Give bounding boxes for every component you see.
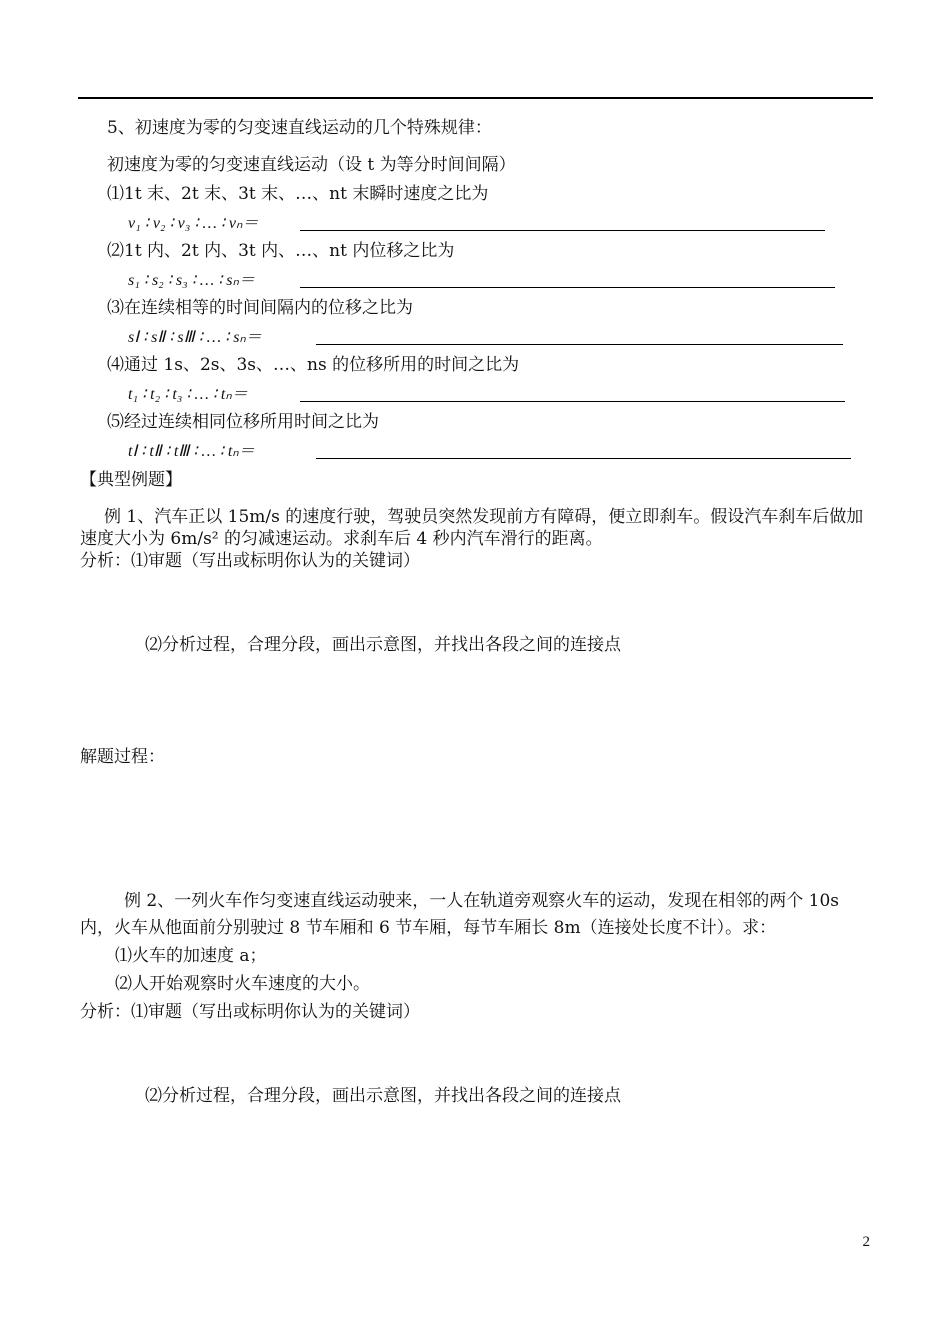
section-intro: 初速度为零的匀变速直线运动（设 t 为等分时间间隔） [107,155,516,175]
example-1-solution-label: 解题过程： [80,747,165,767]
page-number: 2 [862,1234,870,1250]
header-rule [78,97,873,99]
example-1-analysis-2: ⑵分析过程，合理分段，画出示意图，并找出各段之间的连接点 [145,635,621,655]
example-1-text: 例 1、汽车正以 15m/s 的速度行驶，驾驶员突然发现前方有障碍，便立即刹车。假设汽车刹车后做加速度大小为 6m/s² 的匀减速运动。求刹车后 4 秒内汽车滑行的距离。 [80,507,864,549]
rule-2-label: ⑵1t 内、2t 内、3t 内、…、nt 内位移之比为 [107,241,455,261]
example-1-analysis-1: 分析：⑴审题（写出或标明你认为的关键词） [80,551,420,571]
rule-5-answer-blank[interactable] [316,458,851,459]
rule-3-answer-blank[interactable] [316,344,843,345]
example-2-question-2: ⑵人开始观察时火车速度的大小。 [115,974,370,994]
rule-3-formula: sⅠ ∶ sⅡ ∶ sⅢ ∶ … ∶ sₙ＝ [128,329,262,346]
rule-5-label: ⑸经过连续相同位移所用时间之比为 [107,412,379,432]
rule-1-formula: v₁ ∶ v₂ ∶ v₃ ∶ … ∶ vₙ＝ [128,215,259,232]
rule-3-label: ⑶在连续相等的时间间隔内的位移之比为 [107,298,413,318]
example-2-text: 例 2、一列火车作匀变速直线运动驶来，一人在轨道旁观察火车的运动，发现在相邻的两个 10s 内，火车从他面前分别驶过 8 节车厢和 6 节车厢，每节车厢长 8m（连接处长度不计）。求： [80,891,839,938]
example-2-analysis-1: 分析：⑴审题（写出或标明你认为的关键词） [80,1002,420,1022]
rule-5-formula: tⅠ ∶ tⅡ ∶ tⅢ ∶ … ∶ tₙ＝ [128,443,255,460]
rule-2-formula: s₁ ∶ s₂ ∶ s₃ ∶ … ∶ sₙ＝ [128,272,255,289]
rule-1-answer-blank[interactable] [300,230,825,231]
rule-1-label: ⑴1t 末、2t 末、3t 末、…、nt 末瞬时速度之比为 [107,184,489,204]
example-2-question-1: ⑴火车的加速度 a； [115,946,267,966]
example-2-analysis-2: ⑵分析过程，合理分段，画出示意图，并找出各段之间的连接点 [145,1086,621,1106]
rule-4-label: ⑷通过 1s、2s、3s、…、ns 的位移所用的时间之比为 [107,355,520,375]
rule-4-answer-blank[interactable] [300,401,845,402]
rule-2-answer-blank[interactable] [300,287,835,288]
rule-4-formula: t₁ ∶ t₂ ∶ t₃ ∶ … ∶ tₙ＝ [128,386,248,403]
section-heading: 5、初速度为零的匀变速直线运动的几个特殊规律： [107,118,492,138]
examples-heading: 【典型例题】 [80,470,182,490]
